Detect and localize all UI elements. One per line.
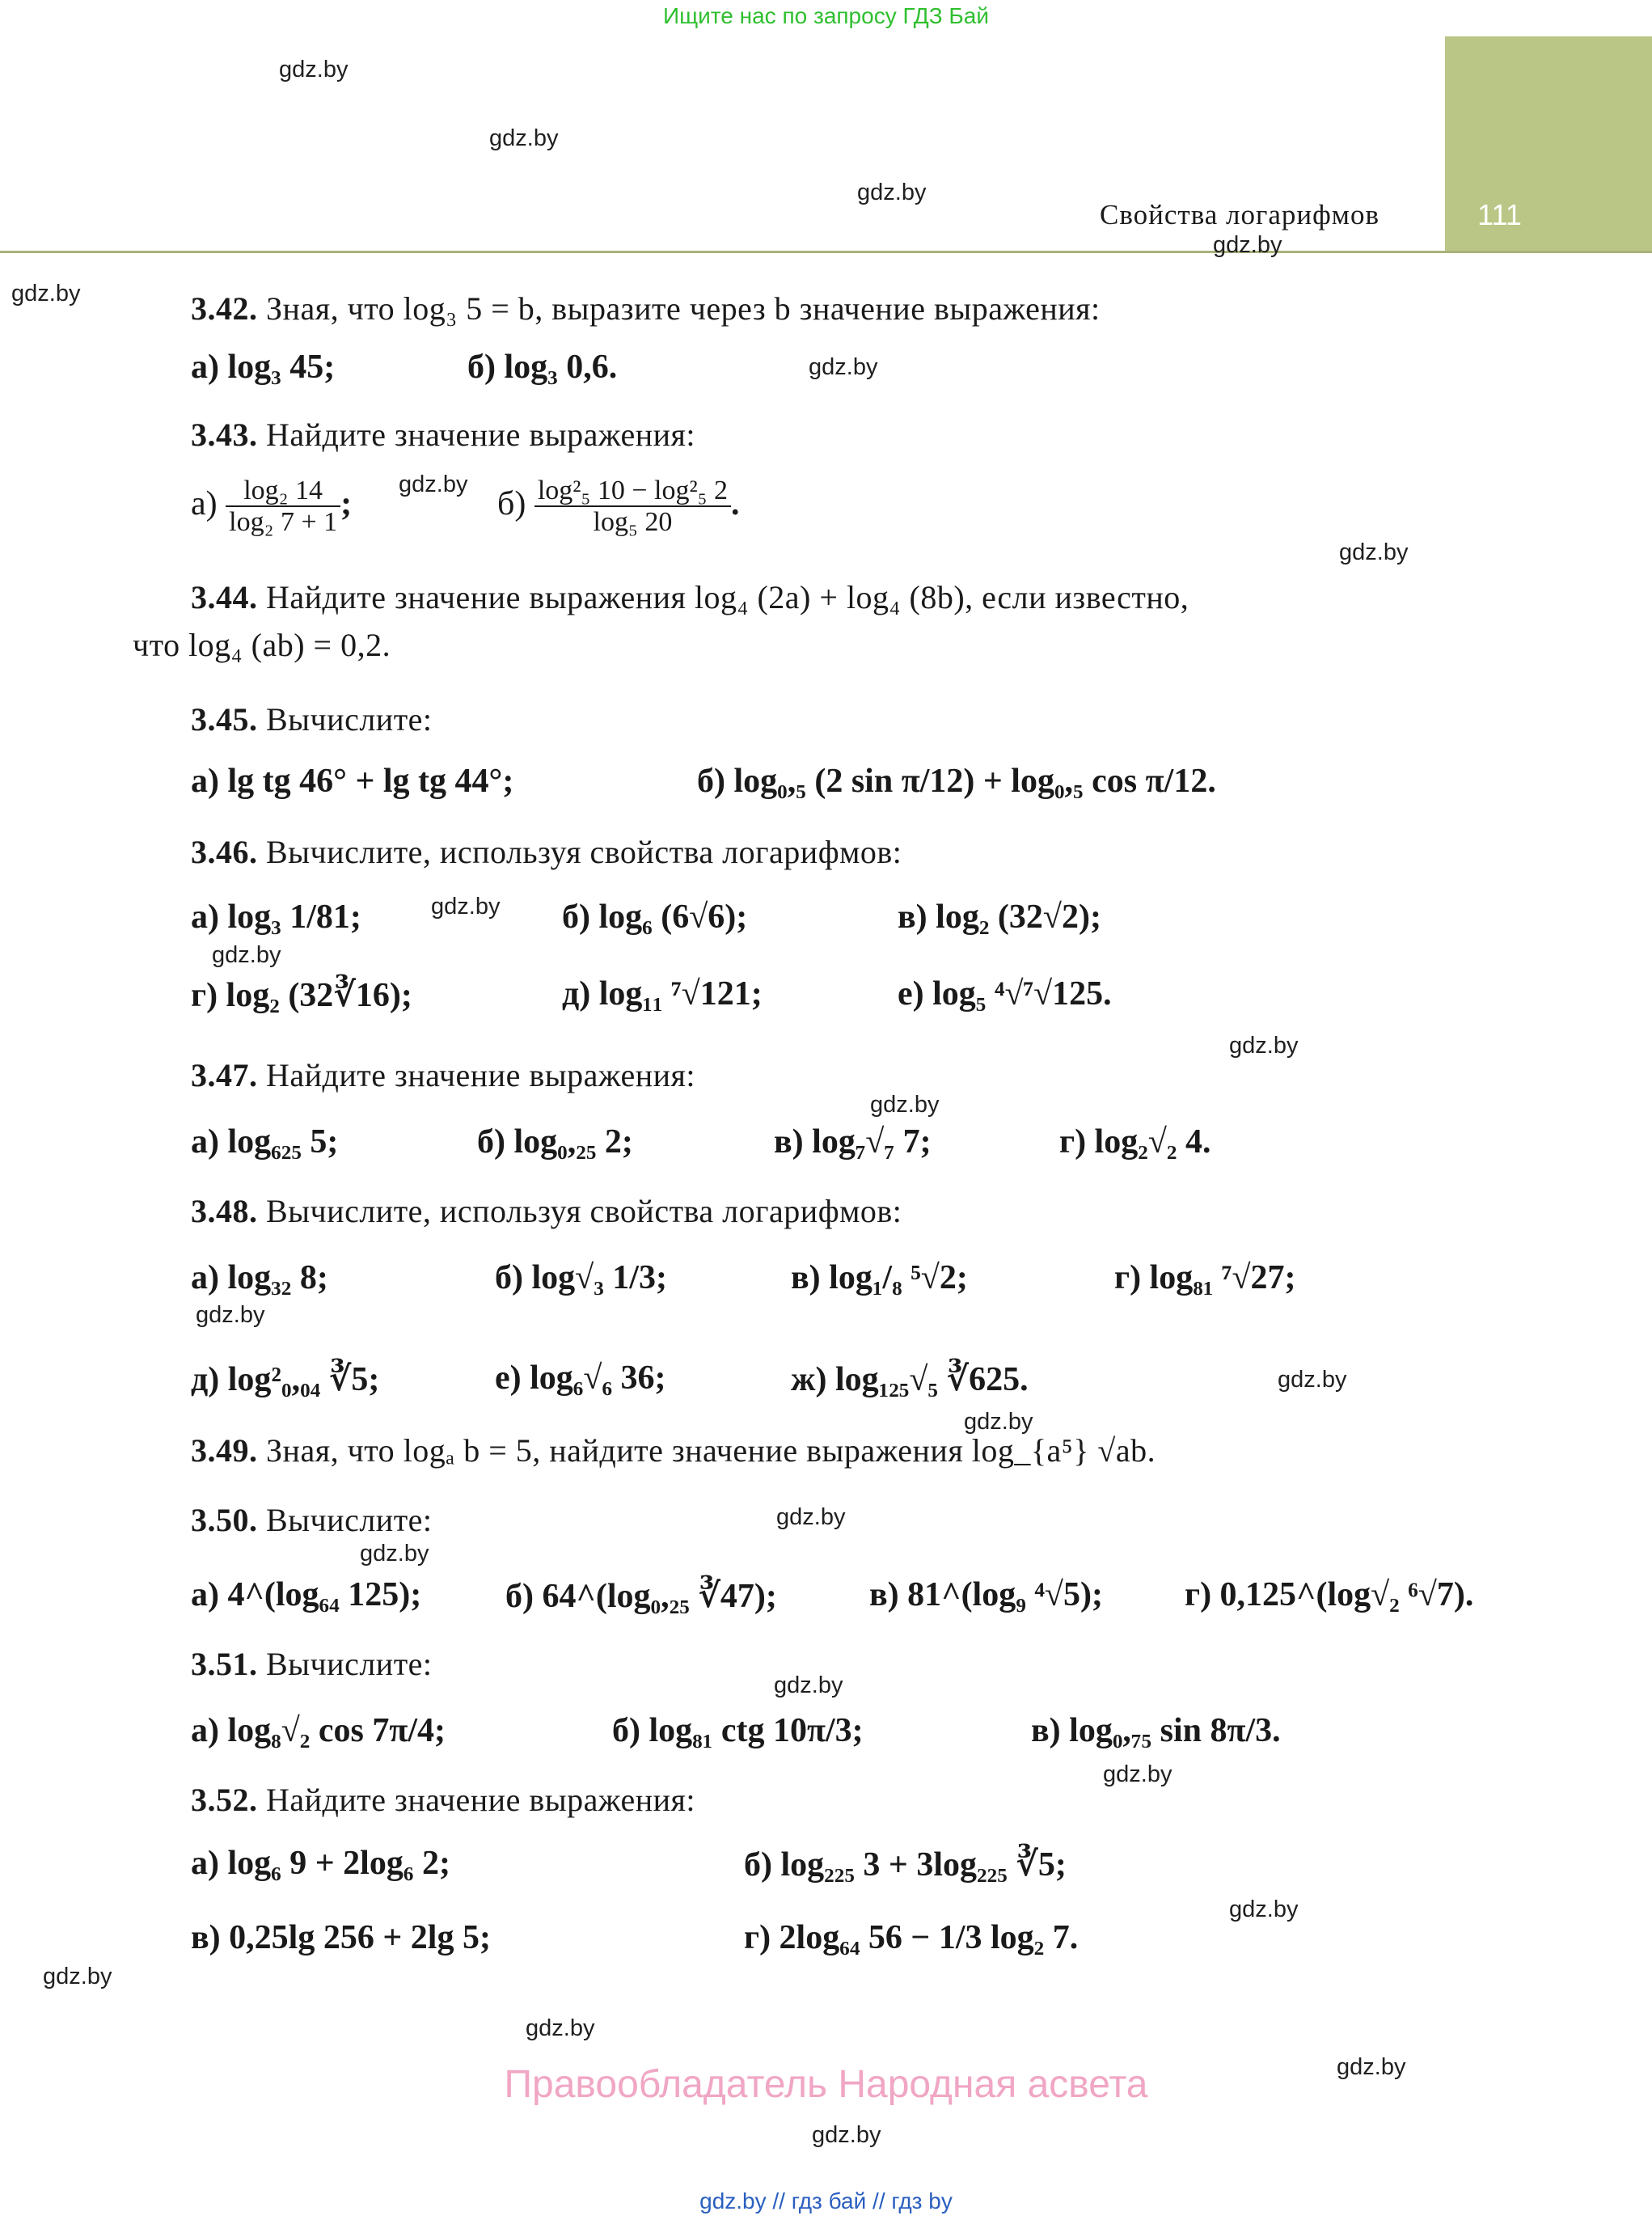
task-item: г) 0,125^(log√₂ ⁶√7). <box>1185 1576 1474 1613</box>
watermark: gdz.by <box>1103 1761 1172 1787</box>
watermark: gdz.by <box>196 1302 265 1328</box>
task-item: в) log₇√₇ 7; <box>774 1123 932 1161</box>
task-number: 3.47. <box>191 1057 258 1093</box>
task-3-49 <box>191 1431 1156 1469</box>
task-text: Вычислите: <box>266 701 433 738</box>
task-3-47 <box>191 1056 695 1094</box>
watermark: gdz.by <box>1339 539 1409 565</box>
task-item: б) log√₃ 1/3; <box>495 1259 667 1296</box>
copyright-notice: Правообладатель Народная асвета <box>504 2063 1148 2106</box>
watermark: gdz.by <box>279 57 349 82</box>
task-item: д) log₁₁ ⁷√121; <box>562 975 763 1013</box>
task-3-51 <box>191 1645 433 1683</box>
task-item: б) log₆ (6√6); <box>562 898 748 936</box>
task-number: 3.51. <box>191 1646 258 1682</box>
task-item: д) log²₀,₀₄ ∛5; <box>191 1361 380 1398</box>
task-text: Зная, что logₐ b = 5, найдите значение выражения log_{a⁵} √ab. <box>266 1432 1156 1469</box>
top-search-banner[interactable]: Ищите нас по запросу ГДЗ Бай <box>662 3 990 28</box>
watermark: gdz.by <box>431 894 501 920</box>
header-divider <box>0 251 1652 253</box>
watermark: gdz.by <box>43 1964 112 1989</box>
task-number: 3.43. <box>191 416 258 453</box>
watermark: gdz.by <box>360 1541 429 1567</box>
task-item: а) log₃ 1/81; <box>191 898 361 936</box>
task-item: б) log₃ 0,6. <box>467 349 618 386</box>
task-text: Зная, что log₃ 5 = b, выразите через b значение выражения: <box>266 290 1101 327</box>
page-number: 111 <box>1477 198 1522 231</box>
task-number: 3.44. <box>191 579 258 615</box>
task-3-44 <box>191 578 1189 616</box>
watermark: gdz.by <box>212 942 281 968</box>
denominator: log₅ 20 <box>593 507 673 538</box>
task-3-52 <box>191 1781 695 1819</box>
task-item: б) log₀,₂₅ 2; <box>477 1123 633 1161</box>
denominator: log₂ 7 + 1 <box>229 507 338 538</box>
task-item: а) log₃ 45; <box>191 349 336 386</box>
task-number: 3.48. <box>191 1193 258 1229</box>
task-item: г) log₈₁ ⁷√27; <box>1114 1259 1296 1296</box>
numerator: log₂ 14 <box>226 476 340 507</box>
task-item: б) 64^(log₀,₂₅ ∛47); <box>505 1578 777 1615</box>
task-text: Найдите значение выражения: <box>266 1782 696 1818</box>
watermark: gdz.by <box>809 354 878 380</box>
task-3-48 <box>191 1192 902 1230</box>
watermark: gdz.by <box>870 1092 940 1118</box>
watermark: gdz.by <box>1229 1033 1299 1059</box>
watermark: gdz.by <box>1337 2054 1406 2080</box>
task-3-50 <box>191 1501 433 1539</box>
task-item: е) log₆√₆ 36; <box>495 1359 666 1397</box>
fraction <box>534 476 731 538</box>
task-item: а) lg tg 46° + lg tg 44°; <box>191 763 514 800</box>
task-item: в) log₁/₈ ⁵√2; <box>791 1259 968 1296</box>
task-item: в) 0,25lg 256 + 2lg 5; <box>191 1919 491 1956</box>
watermark: gdz.by <box>11 281 81 307</box>
task-number: 3.50. <box>191 1502 258 1538</box>
watermark: gdz.by <box>1278 1367 1347 1393</box>
watermark: gdz.by <box>812 2122 881 2148</box>
task-item: а) log₆₂₅ 5; <box>191 1123 339 1161</box>
watermark: gdz.by <box>526 2015 595 2041</box>
task-item: а) 4^(log₆₄ 125); <box>191 1576 422 1613</box>
task-item: б) log₀,₅ (2 sin π/12) + log₀,₅ cos π/12. <box>697 763 1216 800</box>
task-number: 3.49. <box>191 1432 258 1469</box>
task-item: ж) log₁₂₅√₅ ∛625. <box>791 1361 1029 1398</box>
watermark: gdz.by <box>964 1409 1033 1435</box>
watermark: gdz.by <box>776 1504 846 1530</box>
section-title: Свойства логарифмов <box>1100 199 1379 230</box>
watermark: gdz.by <box>1213 232 1282 258</box>
watermark: gdz.by <box>399 471 468 497</box>
task-text: Найдите значение выражения log₄ (2a) + log₄ (8b), если известно, <box>266 579 1189 615</box>
task-item: а) log₃₂ 8; <box>191 1259 328 1296</box>
task-3-43 <box>191 416 695 454</box>
task-3-42 <box>191 290 1101 328</box>
task-item: а) log₈√₂ cos 7π/4; <box>191 1712 446 1749</box>
task-item: в) 81^(log₉ ⁴√5); <box>869 1576 1103 1613</box>
item-label: б) <box>497 485 526 523</box>
task-number: 3.52. <box>191 1782 258 1818</box>
watermark: gdz.by <box>1229 1896 1299 1922</box>
watermark: gdz.by <box>857 180 927 205</box>
task-text: Найдите значение выражения: <box>266 416 696 453</box>
task-item: б) log₂₂₅ 3 + 3log₂₂₅ ∛5; <box>744 1846 1067 1884</box>
task-3-45 <box>191 700 433 738</box>
task-text-continued: что log₄ (ab) = 0,2. <box>133 627 391 663</box>
task-number: 3.42. <box>191 290 258 327</box>
fraction-item-a: а) $\frac{\text{log₂ 14}}{\text{log₂ 7 + 1}}$ ; <box>191 476 353 538</box>
task-item: г) log₂√₂ 4. <box>1059 1123 1211 1161</box>
fraction <box>226 476 340 538</box>
task-text: Вычислите, используя свойства логарифмов: <box>266 1193 902 1229</box>
task-text: Найдите значение выражения: <box>266 1057 696 1093</box>
task-number: 3.45. <box>191 701 258 738</box>
task-text: Вычислите, используя свойства логарифмов: <box>266 834 902 870</box>
fraction-item-b: б) $\frac{\text{log²₅ 10 − log²₅ 2}}{\text{log₅ 20}}$ . <box>497 476 740 538</box>
task-3-46 <box>191 833 902 871</box>
task-item: г) 2log₆₄ 56 − 1/3 log₂ 7. <box>744 1919 1079 1956</box>
footer-links[interactable]: gdz.by // гдз бай // гдз by <box>699 2188 953 2213</box>
task-item: б) log₈₁ ctg 10π/3; <box>612 1712 864 1749</box>
task-text: Вычислите: <box>266 1646 433 1682</box>
task-item: е) log₅ ⁴√⁷√125. <box>898 975 1112 1013</box>
numerator: log²₅ 10 − log²₅ 2 <box>534 476 731 507</box>
item-label: а) <box>191 485 218 523</box>
task-item: в) log₀,₇₅ sin 8π/3. <box>1031 1712 1281 1749</box>
task-item: г) log₂ (32∛16); <box>191 977 412 1014</box>
task-text: Вычислите: <box>266 1502 433 1538</box>
task-item: а) log₆ 9 + 2log₆ 2; <box>191 1845 450 1882</box>
task-item: в) log₂ (32√2); <box>898 898 1101 936</box>
task-number: 3.46. <box>191 834 258 870</box>
watermark: gdz.by <box>489 125 559 151</box>
watermark: gdz.by <box>774 1672 843 1698</box>
